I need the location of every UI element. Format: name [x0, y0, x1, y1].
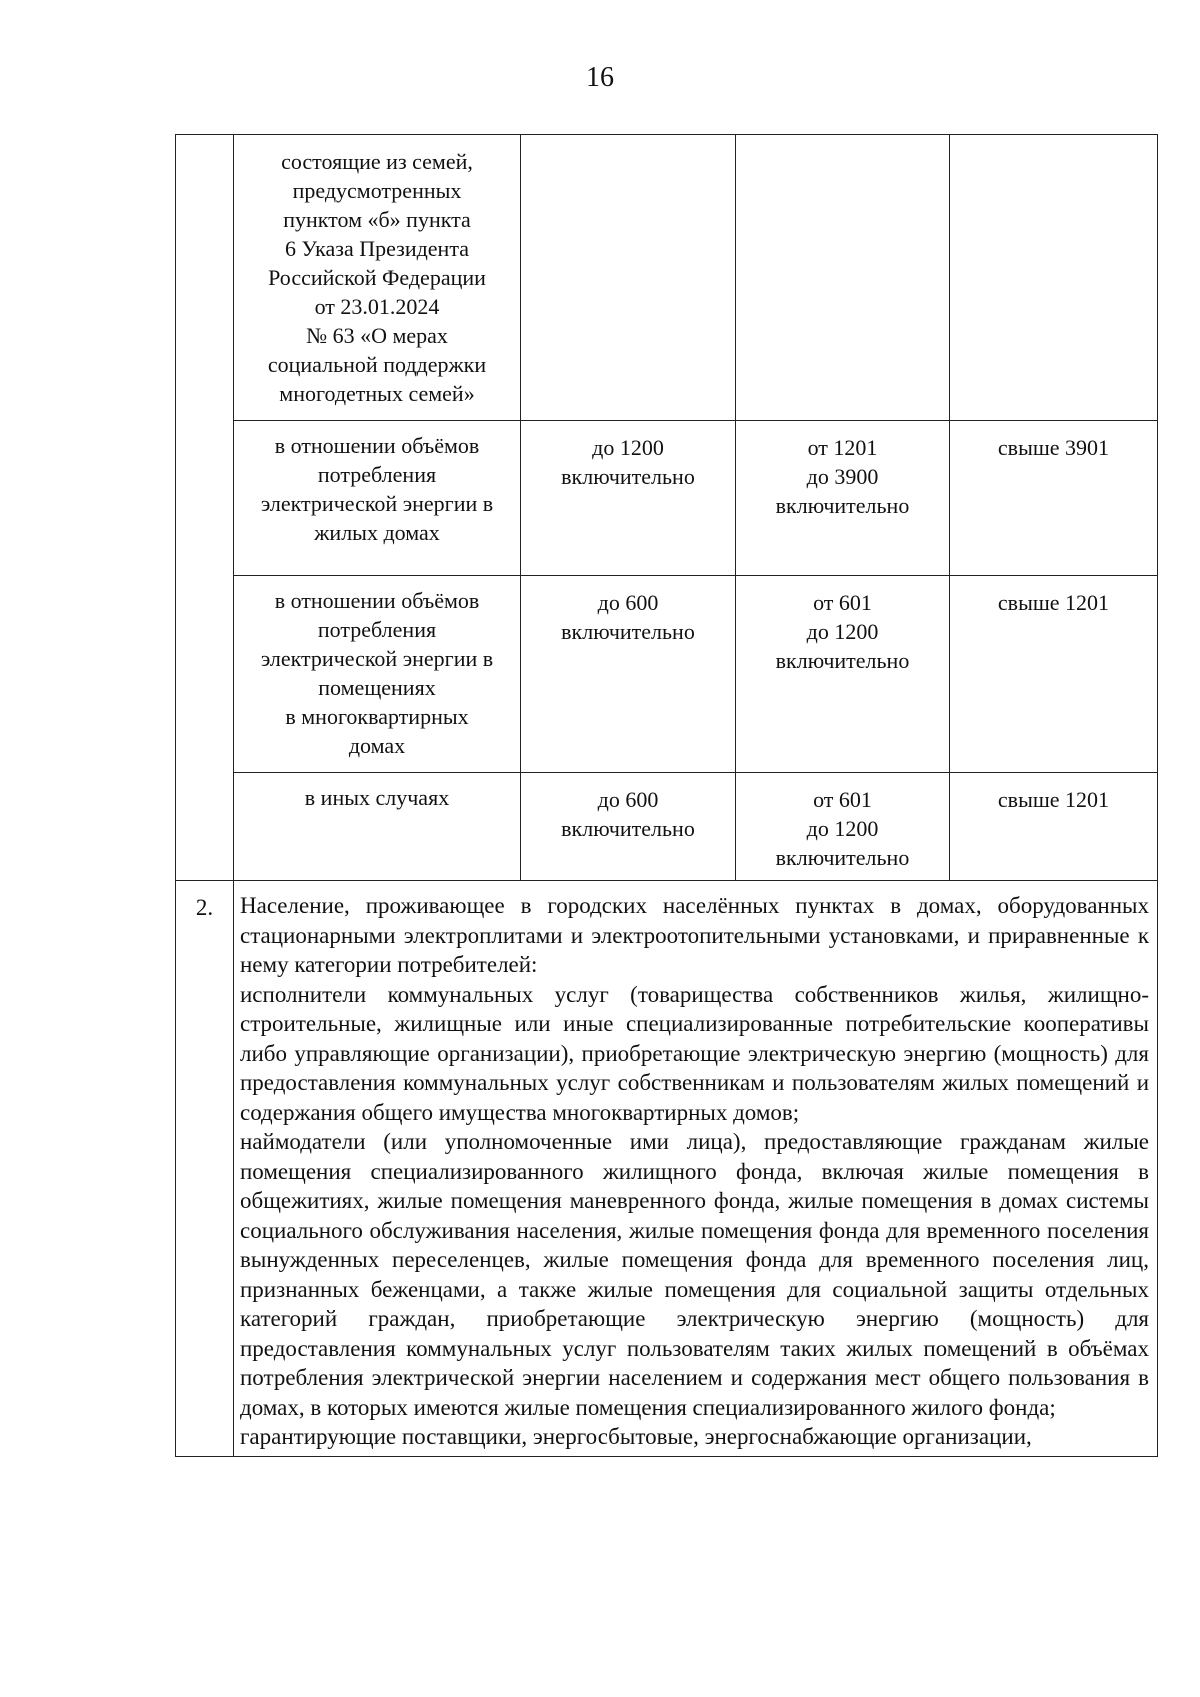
- range-line: от 601: [813, 590, 872, 615]
- range3-cell: [950, 135, 1158, 421]
- category-line: помещениях: [318, 675, 436, 700]
- category-cell: [234, 773, 521, 881]
- category-line: электрической энергии в: [260, 646, 494, 671]
- range-line: от 1201: [807, 435, 878, 460]
- category-line: состоящие из семей,: [281, 149, 473, 174]
- row-number-cell: [176, 135, 234, 881]
- category-line: в многоквартирных: [285, 704, 469, 729]
- range-line: свыше 1201: [997, 787, 1110, 812]
- range3-cell: [950, 576, 1158, 773]
- range1-cell: [521, 135, 736, 421]
- table-row: [176, 421, 1158, 576]
- range1-cell: [521, 576, 736, 773]
- category-cell: [234, 576, 521, 773]
- range1-cell: [521, 421, 736, 576]
- range1-cell: [521, 773, 736, 881]
- category-line: 6 Указа Президента: [285, 236, 469, 261]
- range2-cell: [736, 773, 950, 881]
- range-line: включительно: [775, 845, 910, 870]
- page-number: 16: [586, 62, 614, 93]
- range3-cell: [950, 421, 1158, 576]
- range-line: включительно: [561, 816, 695, 841]
- description-paragraph: наймодатели (или уполномоченные ими лица), предоставляющие гражданам жилые помещения специализированного жилищного фонда, включая жилые помещения в общежитиях, жилые помещения маневренного фонда, жилые помещения в домах системы социального обслуживания населения, жилые помещения фонда для временного поселения вынужденных переселенцев, жилые помещения фонда для временного поселения лиц, признанных беженцами, а также жилые помещения для социальной защиты отдельных категорий граждан, приобретающие электрическую энергию (мощность) для предоставления коммунальных услуг пользователям таких жилых помещений в объёмах потребления электрической энергии населением и содержания мест общего пользования в домах, в которых имеются жилые помещения специализированного жилого фонда;: [240, 1129, 1149, 1420]
- item-description-cell: [234, 881, 1158, 1457]
- range-line: включительно: [561, 464, 695, 489]
- range-line: до 3900: [806, 464, 879, 489]
- category-line: потребления: [317, 617, 437, 642]
- range-line: свыше 1201: [997, 590, 1110, 615]
- category-line: Российской Федерации: [268, 265, 486, 290]
- table-row: [176, 773, 1158, 881]
- category-line: многодетных семей»: [279, 381, 475, 406]
- category-line: предусмотренных: [292, 178, 462, 203]
- category-line: в отношении объёмов: [274, 433, 480, 458]
- category-line: социальной поддержки: [267, 352, 487, 377]
- range3-cell: [950, 773, 1158, 881]
- category-line: жилых домах: [314, 520, 440, 545]
- description-paragraph: исполнители коммунальных услуг (товарищества собственников жилья, жилищно-строительные, жилищные или иные специализированные потребительские кооперативы либо управляющие организации), приобретающие электрическую энергию (мощность) для предоставления коммунальных услуг собственникам и пользователям жилых помещений и содержания общего имущества многоквартирных домов;: [240, 981, 1149, 1125]
- category-line: пунктом «б» пункта: [283, 207, 471, 232]
- range-line: включительно: [775, 648, 910, 673]
- category-cell: [234, 135, 521, 421]
- description-paragraph: Население, проживающее в городских населённых пунктах в домах, оборудованных стационарными электроплитами и электроотопительными установками, и приравненные к нему категории потребителей:: [240, 893, 1149, 977]
- range-line: включительно: [775, 493, 910, 518]
- tariff-table: [175, 134, 1158, 1457]
- table-row: [176, 881, 1158, 1457]
- category-line: домах: [348, 733, 406, 758]
- category-line: в отношении объёмов: [274, 588, 480, 613]
- range-line: от 601: [813, 787, 872, 812]
- range2-cell: [736, 135, 950, 421]
- category-cell: [234, 421, 521, 576]
- range-line: до 600: [597, 590, 659, 615]
- category-line: в иных случаях: [304, 785, 450, 810]
- range-line: свыше 3901: [997, 435, 1110, 460]
- range-line: до 1200: [806, 619, 879, 644]
- row-number-cell: 2.: [176, 881, 234, 1457]
- range-line: включительно: [561, 619, 695, 644]
- range2-cell: [736, 421, 950, 576]
- category-line: № 63 «О мерах: [306, 323, 448, 348]
- range2-cell: [736, 576, 950, 773]
- range-line: до 1200: [806, 816, 879, 841]
- category-line: электрической энергии в: [260, 491, 494, 516]
- description-paragraph: гарантирующие поставщики, энергосбытовые, энергоснабжающие организации,: [240, 1424, 1032, 1449]
- table-row: [176, 135, 1158, 421]
- range-line: до 600: [597, 787, 659, 812]
- category-line: потребления: [317, 462, 437, 487]
- table-row: [176, 576, 1158, 773]
- category-line: от 23.01.2024: [314, 294, 440, 319]
- range-line: до 1200: [592, 435, 664, 460]
